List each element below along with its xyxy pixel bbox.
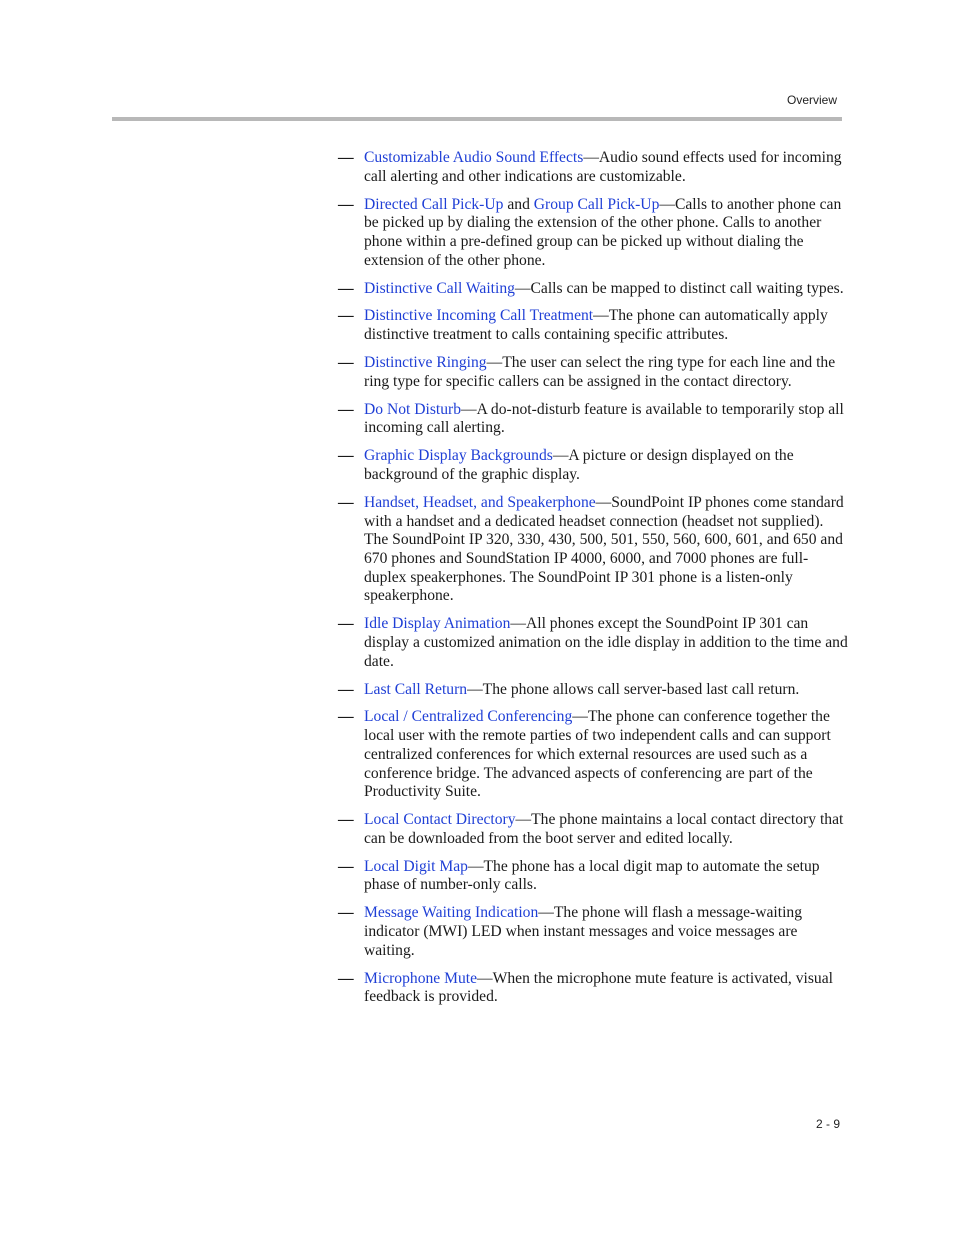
feature-description: —The phone has a local digit map to automate the setup phase of number-only calls. [364,857,820,894]
list-item [336,280,848,299]
dash-bullet: — [338,857,354,875]
feature-description: —SoundPoint IP phones come standard with a handset and a dedicated headset connection (headset not supplied). The SoundPoint IP 320, 330, 430, 500, 501, 550, 560, 600, 601, and 650 and 670 phones and SoundStation IP 4000, 6000, and 7000 phones are full-duplex speakerphones. The SoundPoint IP 301 phone is a listen-only speakerphone. [364,493,844,605]
feature-link[interactable]: Message Waiting Indication [364,904,539,922]
feature-description: —The phone maintains a local contact directory that can be downloaded from the boot server and edited locally. [364,811,844,847]
dash-bullet: — [338,279,354,297]
list-item [336,149,848,186]
feature-link[interactable]: Local Digit Map [364,857,468,875]
list-item [336,970,848,1007]
dash-bullet: — [338,708,354,726]
list-item [336,708,848,802]
feature-description: —All phones except the SoundPoint IP 301 can display a customized animation on the idle display in addition to the time and date. [364,615,848,670]
dash-bullet: — [338,307,354,325]
connector-text: and [503,195,534,213]
feature-description: —Calls to another phone can be picked up by dialing the extension of the other phone. Calls to another phone within a pre-defined group can be picked up without dialing the extension of the other phone. [364,195,842,269]
feature-link[interactable]: Graphic Display Backgrounds [364,447,553,465]
dash-bullet: — [338,904,354,922]
feature-description: —The phone can conference together the local user with the remote parties of two independent calls and can support centralized conferences for which external resources are used such as a conference bridge. The advanced aspects of conferencing are part of the Productivity Suite. [364,708,831,801]
list-item [336,858,848,895]
list-item [336,401,848,438]
feature-description: —The phone can automatically apply distinctive treatment to calls containing specific attributes. [364,307,828,344]
list-item [336,196,848,271]
feature-description: —A picture or design displayed on the background of the graphic display. [364,447,794,483]
list-item [336,307,848,344]
feature-description: —A do-not-disturb feature is available to temporarily stop all incoming call alerting. [364,400,844,437]
feature-description: —Calls can be mapped to distinct call waiting types. [514,279,844,297]
feature-link[interactable]: Distinctive Incoming Call Treatment [364,307,594,325]
feature-link[interactable]: Handset, Headset, and Speakerphone [364,493,596,511]
dash-bullet: — [338,811,354,829]
feature-list [336,149,848,1016]
feature-description: —The phone will flash a message-waiting indicator (MWI) LED when instant messages and voice messages are waiting. [364,904,803,959]
feature-link[interactable]: Microphone Mute [364,969,478,987]
list-item [336,447,848,484]
dash-bullet: — [338,354,354,372]
feature-link[interactable]: Customizable Audio Sound Effects [364,149,584,166]
feature-link[interactable]: Distinctive Call Waiting [364,279,515,297]
list-item [336,354,848,391]
feature-link[interactable]: Directed Call Pick-Up [364,195,504,213]
running-header: Overview [786,93,837,107]
header-rule [112,117,842,121]
dash-bullet: — [338,493,354,511]
feature-description: —When the microphone mute feature is activated, visual feedback is provided. [364,969,833,1006]
list-item [336,681,848,700]
feature-link[interactable]: Idle Display Animation [364,615,511,633]
dash-bullet: — [338,195,354,213]
feature-link[interactable]: Local Contact Directory [364,811,516,829]
dash-bullet: — [338,615,354,633]
dash-bullet: — [338,680,354,698]
feature-description: —Audio sound effects used for incoming call alerting and other indications are customizable. [364,149,842,185]
feature-link[interactable]: Do Not Disturb [364,400,462,418]
dash-bullet: — [338,400,354,418]
feature-description: —The user can select the ring type for each line and the ring type for specific callers can be assigned in the contact directory. [364,354,836,390]
dash-bullet: — [338,447,354,465]
page-number: 2 - 9 [815,1117,840,1131]
feature-link[interactable]: Local / Centralized Conferencing [364,708,573,726]
list-item [336,904,848,960]
dash-bullet: — [338,969,354,987]
list-item [336,615,848,671]
feature-link-secondary[interactable]: Group Call Pick-Up [533,195,660,213]
feature-link[interactable]: Last Call Return [364,680,468,698]
feature-link[interactable]: Distinctive Ringing [364,354,487,372]
list-item [336,494,848,606]
dash-bullet: — [338,149,354,166]
list-item [336,811,848,848]
feature-description: —The phone allows call server-based last call return. [467,680,800,698]
